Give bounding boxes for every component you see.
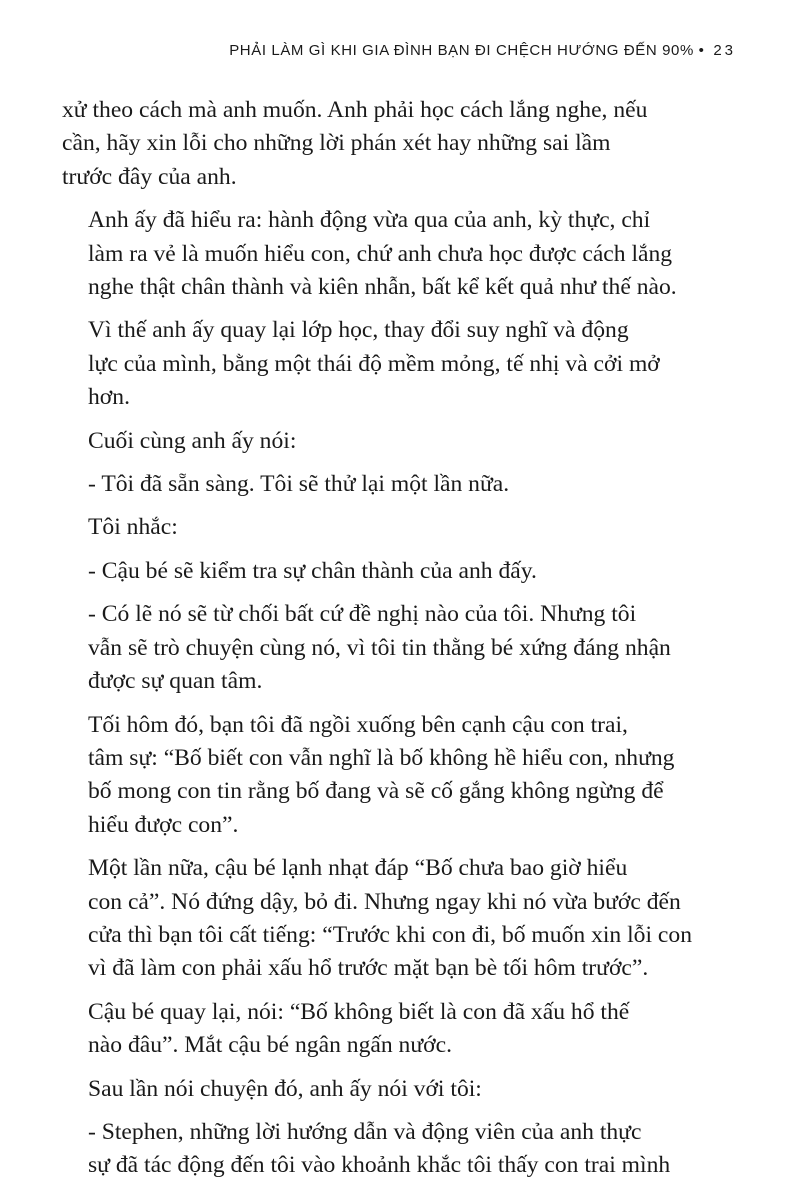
text-line: làm ra vẻ là muốn hiểu con, chứ anh chưa học được cách lắng: [88, 240, 673, 267]
text-line: được sự quan tâm.: [88, 668, 263, 695]
text-line: Cậu bé quay lại, nói: “Bố không biết là con đã xấu hổ thế: [88, 998, 630, 1025]
text-line: - Tôi đã sẵn sàng. Tôi sẽ thử lại một lần nữa.: [88, 471, 510, 498]
paragraph: [62, 314, 740, 414]
text-line: - Stephen, những lời hướng dẫn và động viên của anh thực: [88, 1118, 642, 1145]
paragraph: [62, 1073, 740, 1106]
text-line: hơn.: [88, 384, 130, 411]
text-line: vì đã làm con phải xấu hổ trước mặt bạn bè tối hôm trước”.: [88, 955, 649, 982]
text-line: Tôi nhắc:: [88, 514, 178, 541]
text-line: vẫn sẽ trò chuyện cùng nó, vì tôi tin thằng bé xứng đáng nhận: [88, 634, 671, 661]
text-line: hiểu được con”.: [88, 811, 239, 838]
text-line: Cuối cùng anh ấy nói:: [88, 427, 297, 454]
text-line: tâm sự: “Bố biết con vẫn nghĩ là bố không hề hiểu con, nhưng: [88, 744, 675, 771]
paragraph: [62, 1116, 740, 1183]
running-header: [229, 42, 736, 59]
text-line: lực của mình, bằng một thái độ mềm mỏng, tế nhị và cởi mở: [88, 350, 660, 377]
text-line: Một lần nữa, cậu bé lạnh nhạt đáp “Bố chưa bao giờ hiểu: [88, 855, 628, 882]
text-line: xử theo cách mà anh muốn. Anh phải học cách lắng nghe, nếu: [62, 97, 648, 123]
text-line: cần, hãy xin lỗi cho những lời phán xét hay những sai lầm: [62, 130, 611, 157]
paragraph: [62, 468, 740, 501]
paragraph: [62, 204, 740, 304]
text-line: nào đâu”. Mắt cậu bé ngân ngấn nước.: [88, 1032, 452, 1059]
text-line: Anh ấy đã hiểu ra: hành động vừa qua của anh, kỳ thực, chỉ: [88, 207, 651, 234]
text-line: con cả”. Nó đứng dậy, bỏ đi. Nhưng ngay khi nó vừa bước đến: [88, 888, 681, 915]
body-text: [62, 94, 740, 1193]
text-line: trước đây của anh.: [62, 163, 237, 190]
header-title: PHẢI LÀM GÌ KHI GIA ĐÌNH BẠN ĐI CHỆCH HƯỚNG ĐẾN 90%: [229, 42, 694, 59]
paragraph: [62, 598, 740, 698]
paragraph: [62, 852, 740, 986]
paragraph: [62, 511, 740, 544]
text-line: nghe thật chân thành và kiên nhẫn, bất kể kết quả như thế nào.: [88, 274, 677, 301]
header-separator: •: [698, 42, 705, 59]
paragraph: [62, 425, 740, 458]
text-line: sự đã tác động đến tôi vào khoảnh khắc tôi thấy con trai mình: [88, 1152, 671, 1179]
text-line: Sau lần nói chuyện đó, anh ấy nói với tôi:: [88, 1075, 482, 1102]
text-line: Vì thế anh ấy quay lại lớp học, thay đổi suy nghĩ và động: [88, 317, 629, 344]
page-number: 23: [713, 42, 736, 59]
text-line: bố mong con tin rằng bố đang và sẽ cố gắng không ngừng để: [88, 778, 664, 805]
text-line: - Có lẽ nó sẽ từ chối bất cứ đề nghị nào của tôi. Nhưng tôi: [88, 601, 637, 628]
paragraph: [62, 94, 740, 194]
text-line: cửa thì bạn tôi cất tiếng: “Trước khi con đi, bố muốn xin lỗi con: [88, 921, 692, 948]
text-line: - Cậu bé sẽ kiểm tra sự chân thành của anh đấy.: [88, 557, 537, 584]
paragraph: [62, 555, 740, 588]
text-line: Tối hôm đó, bạn tôi đã ngồi xuống bên cạnh cậu con trai,: [88, 711, 628, 738]
paragraph: [62, 996, 740, 1063]
paragraph: [62, 709, 740, 843]
